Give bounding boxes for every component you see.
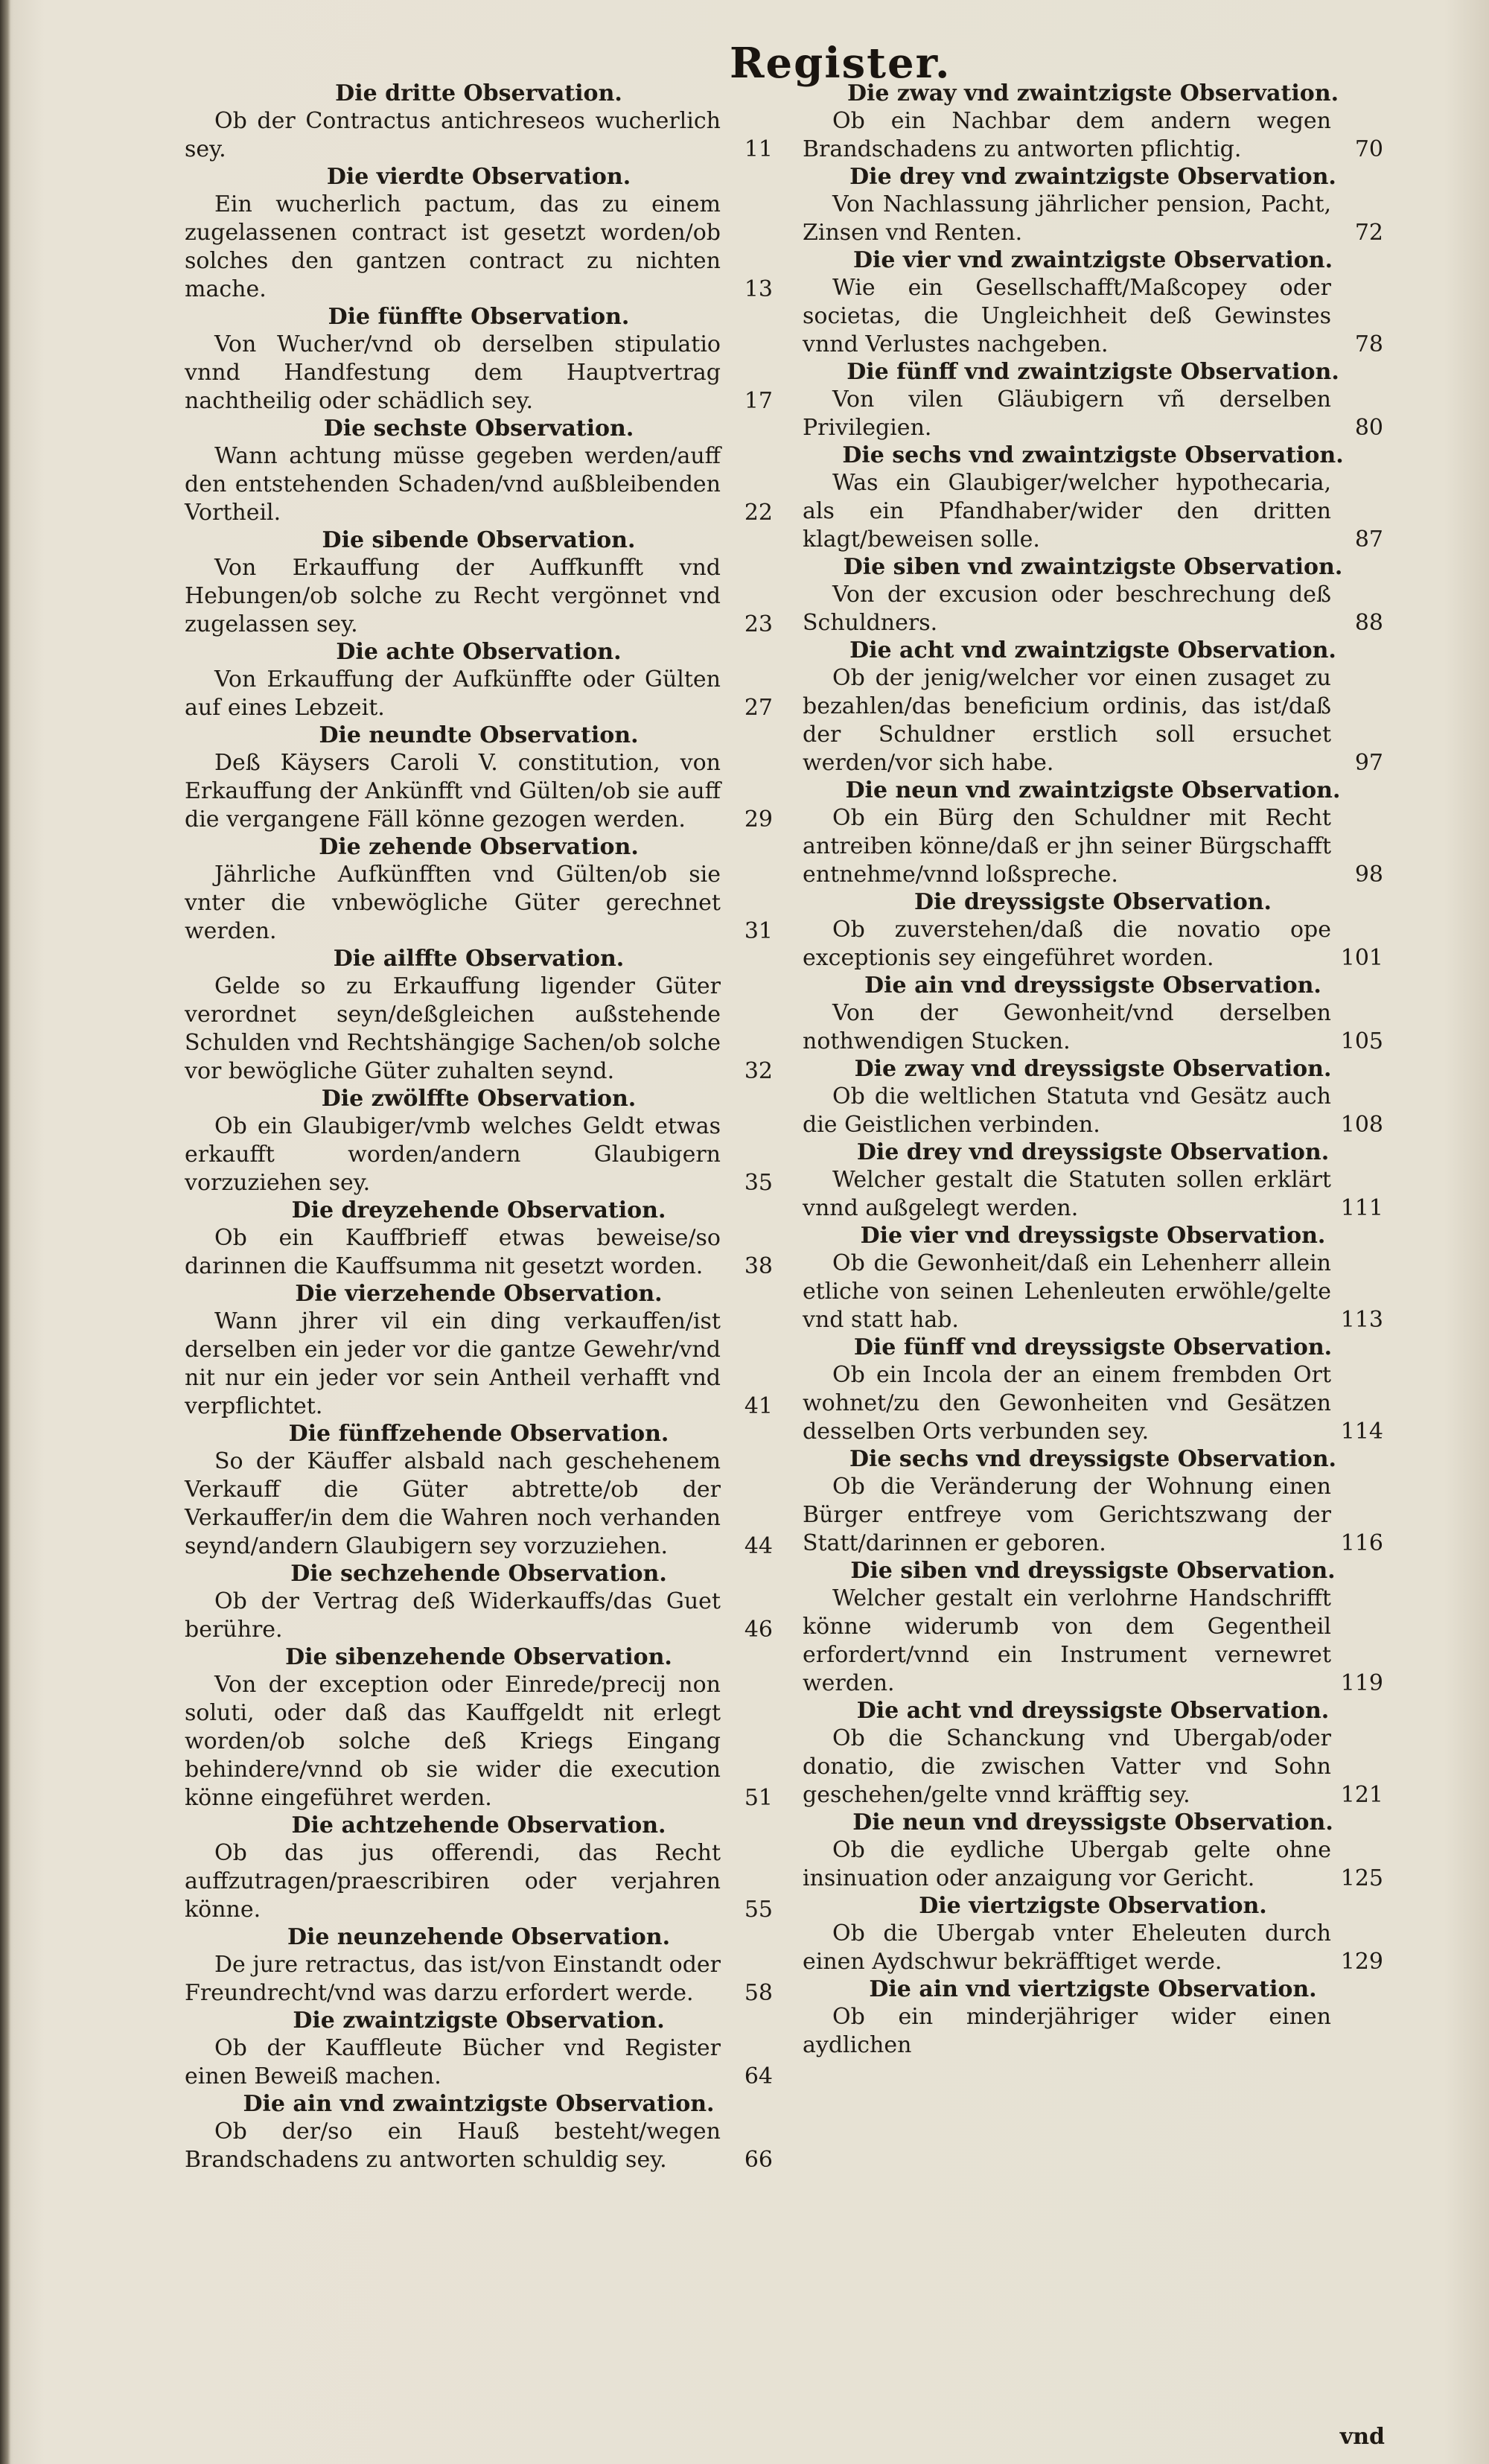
summary-text: Ob ein Nachbar dem andern wegen Brandschadens zu antworten pflichtig. [803,108,1331,162]
observation-summary [803,274,1383,359]
observation-summary [185,554,773,639]
summary-text: Von Erkauffung der Auffkunfft vnd Hebungen/ob solche zu Recht vergönnet vnd zugelassen sey. [185,555,721,637]
summary-text: Von Erkauffung der Aufkünffte oder Gülten auf eines Lebzeit. [185,666,721,721]
observation-summary [185,191,773,304]
page-number: 98 [1354,862,1383,888]
register-entry [803,637,1383,777]
summary-text: Ob zuverstehen/daß die novatio ope exceptionis sey eingeführet worden. [803,917,1331,971]
register-entry [185,1812,773,1924]
register-entry [185,1281,773,1421]
summary-text: Ob der jenig/welcher vor einen zusaget zu bezahlen/das beneficium ordinis, das ist/daß der Schuldner erstlich soll ersuchet werden/vor sich habe. [803,665,1331,776]
page-number: 17 [744,388,773,414]
observation-heading: Die fünff vnd zwaintzigste Observation. [846,359,1339,385]
observation-summary [803,1585,1383,1698]
page-number: 114 [1340,1419,1383,1445]
observation-summary [185,1951,773,2008]
observation-summary [185,331,773,416]
observation-heading: Die zwölffte Observation. [321,1086,637,1112]
observation-summary [803,1249,1383,1334]
register-entry [185,1197,773,1281]
page-number: 113 [1340,1307,1383,1333]
observation-summary [803,1083,1383,1139]
observation-summary [185,1112,773,1197]
observation-summary [185,442,773,527]
summary-text: Ob die Gewonheit/daß ein Lehenherr allein etliche von seinen Lehenleuten erwöhle/gelte vnd statt hab. [803,1250,1331,1333]
book-binding-edge [0,0,10,2464]
summary-text: Wie ein Gesellschafft/Maßcopey oder societas, die Ungleichheit deß Gewinstes vnnd Verlustes nachgeben. [803,275,1331,357]
summary-text: Ob ein Bürg den Schuldner mit Recht antreiben könne/daß er jhn seiner Bürgschafft entnehme/vnnd loßspreche. [803,805,1331,888]
summary-text: Ob ein Glaubiger/vmb welches Geldt etwas erkaufft worden/andern Glaubigern vorzuziehen sey. [185,1113,721,1196]
page-number: 116 [1340,1530,1383,1556]
observation-summary [803,916,1383,972]
register-entry [803,164,1383,247]
register-entry [803,1446,1383,1558]
observation-heading: Die sechzehende Observation. [290,1561,667,1587]
register-entry [185,2091,773,2174]
page-number: 58 [744,1980,773,2006]
register-entry [185,527,773,639]
page-number: 70 [1354,136,1383,162]
observation-heading: Die achtzehende Observation. [291,1812,666,1839]
page-number: 121 [1340,1782,1383,1808]
page-number: 119 [1340,1670,1383,1696]
page-number: 41 [744,1393,773,1419]
page-number: 38 [744,1253,773,1279]
observation-summary [185,107,773,164]
page-number: 129 [1340,1949,1383,1975]
page-header: Register. [730,39,951,88]
observation-summary [185,2034,773,2091]
observation-heading: Die acht vnd zwaintzigste Observation. [849,637,1336,663]
register-entry [803,1334,1383,1446]
register-entry [803,1223,1383,1334]
observation-summary [803,191,1383,247]
summary-text: So der Käuffer alsbald nach geschehenem Verkauff die Güter abtrette/ob der Verkauffer/in dem die Wahren noch verhanden seynd/andern Glaubigern sey vorzuziehen. [185,1448,721,1559]
register-entry [803,1809,1383,1893]
page-number: 35 [744,1170,773,1196]
summary-text: Welcher gestalt die Statuten sollen erklärt vnnd außgelegt werden. [803,1167,1331,1221]
page-number: 51 [744,1785,773,1811]
register-entry [185,946,773,1086]
observation-heading: Die vier vnd dreyssigste Observation. [860,1223,1326,1249]
observation-summary [803,107,1383,164]
observation-heading: Die vierzehende Observation. [295,1281,663,1307]
observation-summary [803,664,1383,777]
register-entry [803,442,1383,554]
catchword: vnd [1339,2424,1385,2450]
page-number: 111 [1340,1195,1383,1221]
register-entry [803,1893,1383,1976]
page-number: 72 [1354,220,1383,246]
register-entry [803,1698,1383,1809]
page-number: 125 [1340,1865,1383,1891]
register-entry [803,1139,1383,1223]
observation-heading: Die achte Observation. [336,639,622,665]
summary-text: Ob ein Incola der an einem frembden Ort wohnet/zu den Gewonheiten vnd Gesätzen desselben Orts verbunden sey. [803,1362,1331,1445]
observation-heading: Die ain vnd dreyssigste Observation. [864,972,1321,999]
observation-heading: Die zway vnd zwaintzigste Observation. [846,80,1339,106]
page-number: 32 [744,1058,773,1084]
summary-text: Von vilen Gläubigern vñ derselben Privilegien. [803,386,1331,441]
observation-summary [185,749,773,834]
register-entry [185,80,773,164]
observation-heading: Die sibende Observation. [322,527,636,553]
register-entry [803,972,1383,1056]
observation-summary [803,1361,1383,1446]
observation-summary [803,1836,1383,1893]
summary-text: Ob der Vertrag deß Widerkauffs/das Guet berühre. [185,1588,721,1643]
register-entry [803,777,1383,889]
observation-heading: Die siben vnd zwaintzigste Observation. [843,554,1343,580]
summary-text: Von der exception oder Einrede/precij non soluti, oder daß das Kauffgeldt nit erlegt worden/ob solche deß Kriegs Eingang behindere/vnnd ob sie wider die execution könne eingeführet werden. [185,1672,721,1811]
observation-heading: Die fünff vnd dreyssigste Observation. [853,1334,1333,1360]
register-entry [803,80,1383,164]
page-number: 13 [744,276,773,302]
page-number: 44 [744,1533,773,1559]
observation-summary [185,1448,773,1561]
summary-text: Ob ein minderjähriger wider einen aydlichen [803,2004,1331,2058]
register-entry [803,1056,1383,1139]
observation-summary [185,666,773,722]
observation-summary [185,1224,773,1281]
observation-heading: Die neun vnd dreyssigste Observation. [852,1809,1333,1836]
right-column [803,80,1383,2060]
summary-text: Ob der Kauffleute Bücher vnd Register einen Beweiß machen. [185,2035,721,2089]
summary-text: Gelde so zu Erkauffung ligender Güter verordnet seyn/deßgleichen außstehende Schulden vnd Rechtshängige Sachen/ob solche vor bewögliche Güter zuhalten seynd. [185,973,721,1084]
observation-summary [803,581,1383,637]
observation-summary [185,861,773,946]
summary-text: Ob der Contractus antichreseos wucherlich sey. [185,108,721,162]
page-number: 108 [1340,1112,1383,1138]
page-number: 22 [744,500,773,526]
summary-text: Ob die Ubergab vnter Eheleuten durch einen Aydschwur bekräfftiget werde. [803,1920,1331,1975]
page-number: 31 [744,918,773,944]
summary-text: Von der Gewonheit/vnd derselben nothwendigen Stucken. [803,1000,1331,1054]
observation-heading: Die neunzehende Observation. [287,1924,671,1950]
register-entry [803,554,1383,637]
observation-heading: Die sechste Observation. [323,416,634,442]
register-entry [185,304,773,416]
summary-text: Was ein Glaubiger/welcher hypothecaria, als ein Pfandhaber/wider den dritten klagt/beweisen solle. [803,470,1331,553]
observation-heading: Die neun vnd zwaintzigste Observation. [845,777,1341,803]
observation-summary [185,1308,773,1421]
page-number: 23 [744,611,773,637]
observation-summary [803,1473,1383,1558]
page-number: 78 [1354,331,1383,357]
summary-text: Ein wucherlich pactum, das zu einem zugelassenen contract ist gesetzt worden/ob solches den gantzen contract zu nichten mache. [185,191,721,302]
page-number: 101 [1340,945,1383,971]
page-number: 66 [744,2147,773,2173]
observation-summary [803,1166,1383,1223]
observation-summary [803,1725,1383,1809]
summary-text: Von Wucher/vnd ob derselben stipulatio vnnd Handfestung dem Hauptvertrag nachtheilig oder schädlich sey. [185,331,721,414]
summary-text: Ob ein Kauffbrieff etwas beweise/so darinnen die Kauffsumma nit gesetzt worden. [185,1225,721,1279]
observation-heading: Die sibenzehende Observation. [285,1644,672,1670]
observation-summary [185,2118,773,2174]
observation-heading: Die zway vnd dreyssigste Observation. [854,1056,1332,1082]
observation-summary [803,804,1383,889]
page-number: 97 [1354,750,1383,776]
observation-heading: Die viertzigste Observation. [919,1893,1267,1919]
observation-summary [185,972,773,1086]
summary-text: Ob die Schanckung vnd Ubergab/oder donatio, die zwischen Vatter vnd Sohn geschehen/gelte vnnd kräfftig sey. [803,1725,1331,1808]
summary-text: Welcher gestalt ein verlohrne Handschrifft könne widerumb von dem Gegentheil erfordert/vnnd ein Instrument vernewret werden. [803,1585,1331,1696]
register-entry [185,1924,773,2008]
register-entry [185,164,773,304]
page-number: 29 [744,806,773,833]
observation-heading: Die ailffte Observation. [333,946,625,972]
left-column [185,80,773,2174]
summary-text: Ob die weltlichen Statuta vnd Gesätz auch die Geistlichen verbinden. [803,1083,1331,1138]
register-entry [185,1644,773,1812]
observation-heading: Die vierdte Observation. [326,164,631,190]
register-entry [185,1561,773,1644]
page-number: 88 [1354,610,1383,636]
observation-summary [803,2003,1383,2060]
summary-text: Ob die Veränderung der Wohnung einen Bürger entfreye vom Gerichtszwang der Statt/darinnen er geboren. [803,1474,1331,1556]
observation-heading: Die neundte Observation. [319,722,639,748]
observation-summary [185,1588,773,1644]
page-number: 64 [744,2063,773,2089]
observation-heading: Die ain vnd viertzigste Observation. [869,1976,1317,2002]
page-number: 80 [1354,415,1383,441]
page-number: 27 [744,695,773,721]
observation-heading: Die zwaintzigste Observation. [293,2008,665,2034]
observation-summary [803,469,1383,554]
register-entry [803,359,1383,442]
observation-heading: Die ain vnd zwaintzigste Observation. [243,2091,715,2117]
observation-heading: Die dreyzehende Observation. [291,1197,666,1223]
observation-heading: Die drey vnd dreyssigste Observation. [856,1139,1330,1165]
observation-summary [185,1839,773,1924]
summary-text: Ob der/so ein Hauß besteht/wegen Brandschadens zu antworten schuldig sey. [185,2118,721,2173]
register-entry [185,1421,773,1561]
page-number: 46 [744,1617,773,1643]
summary-text: Von Nachlassung jährlicher pension, Pacht, Zinsen vnd Renten. [803,191,1331,246]
observation-summary [185,1671,773,1812]
observation-heading: Die dreyssigste Observation. [914,889,1272,915]
register-entry [185,416,773,527]
summary-text: Von der excusion oder beschrechung deß Schuldners. [803,582,1331,636]
observation-heading: Die vier vnd zwaintzigste Observation. [852,247,1333,273]
summary-text: Ob das jus offerendi, das Recht auffzutragen/praescribiren oder verjahren könne. [185,1840,721,1923]
observation-heading: Die acht vnd dreyssigste Observation. [856,1698,1330,1724]
register-entry [185,722,773,834]
observation-heading: Die drey vnd zwaintzigste Observation. [849,164,1336,190]
register-entry [185,1086,773,1197]
register-entry [803,1558,1383,1698]
page-number: 55 [744,1897,773,1923]
register-entry [185,639,773,722]
register-entry [185,834,773,946]
summary-text: Ob die eydliche Ubergab gelte ohne insinuation oder anzaigung vor Gericht. [803,1837,1331,1891]
register-entry [803,247,1383,359]
observation-heading: Die zehende Observation. [319,834,639,860]
page-number: 11 [744,136,773,162]
page-number: 87 [1354,526,1383,553]
summary-text: Jährliche Aufkünfften vnd Gülten/ob sie vnter die vnbewögliche Güter gerechnet werden. [185,862,721,944]
observation-summary [803,999,1383,1056]
observation-heading: Die fünffzehende Observation. [288,1421,669,1447]
observation-heading: Die sechs vnd dreyssigste Observation. [849,1446,1336,1472]
register-entry [803,889,1383,972]
register-entry [185,2008,773,2091]
summary-text: De jure retractus, das ist/von Einstandt oder Freundrecht/vnd was darzu erfordert werde. [185,1952,721,2006]
register-entry [803,1976,1383,2060]
page-number: 105 [1340,1028,1383,1054]
observation-heading: Die sechs vnd zwaintzigste Observation. [842,442,1344,468]
observation-summary [803,1920,1383,1976]
observation-summary [803,386,1383,442]
summary-text: Deß Käysers Caroli V. constitution, von Erkauffung der Ankünfft vnd Gülten/ob sie auff die vergangene Fäll könne gezogen werden. [185,750,721,833]
observation-heading: Die siben vnd dreyssigste Observation. [850,1558,1336,1584]
summary-text: Wann achtung müsse gegeben werden/auff den entstehenden Schaden/vnd außbleibenden Vortheil. [185,443,721,526]
observation-heading: Die fünffte Observation. [328,304,630,330]
observation-heading: Die dritte Observation. [335,80,622,106]
summary-text: Wann jhrer vil ein ding verkauffen/ist derselben ein jeder vor die gantze Gewehr/vnd nit nur ein jeder vor sein Antheil verhafft vnd verpflichtet. [185,1308,721,1419]
